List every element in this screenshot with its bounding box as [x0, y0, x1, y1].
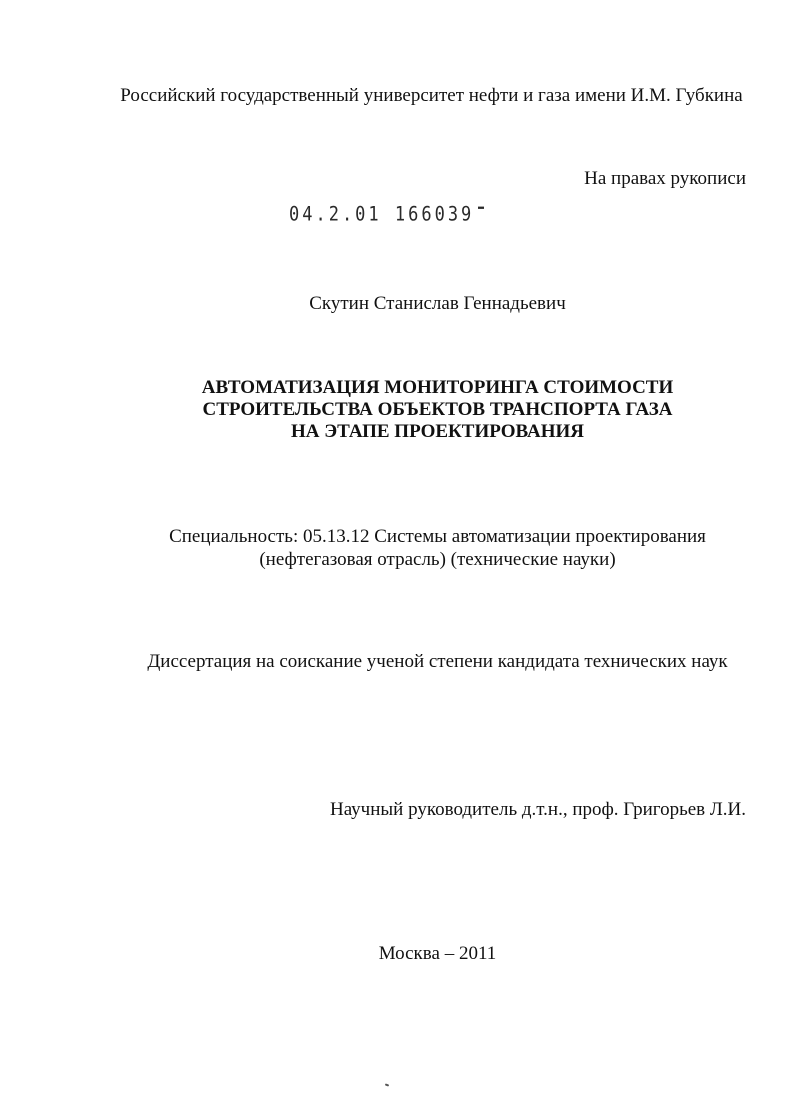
registration-stamp [289, 202, 484, 227]
title-line-3: НА ЭТАПЕ ПРОЕКТИРОВАНИЯ [290, 421, 584, 442]
registration-number: 04.2.01 166039 [289, 203, 475, 227]
dissertation-title [40, 377, 795, 443]
city-year: Москва – 2011 [378, 943, 497, 964]
scientific-supervisor: Научный руководитель д.т.н., проф. Григорьев Л.И. [329, 799, 746, 820]
specialty-line-1: Специальность: 05.13.12 Системы автоматизации проектирования [169, 526, 706, 547]
rights-note: На правах рукописи [584, 168, 746, 189]
specialty [40, 525, 795, 571]
title-line-2: СТРОИТЕЛЬСТВА ОБЪЕКТОВ ТРАНСПОРТА ГАЗА [202, 399, 673, 420]
scan-speck [385, 1083, 389, 1086]
specialty-line-2: (нефтегазовая отрасль) (технические науки) [259, 549, 616, 570]
dissertation-type: Диссертация на соискание ученой степени кандидата технических наук [147, 651, 728, 672]
title-line-1: АВТОМАТИЗАЦИЯ МОНИТОРИНГА СТОИМОСТИ [201, 377, 674, 398]
stamp-dash-mark [478, 207, 484, 209]
author-name: Скутин Станислав Геннадьевич [309, 293, 566, 314]
university-name: Российский государственный университет нефти и газа имени И.М. Губкина [120, 85, 743, 106]
